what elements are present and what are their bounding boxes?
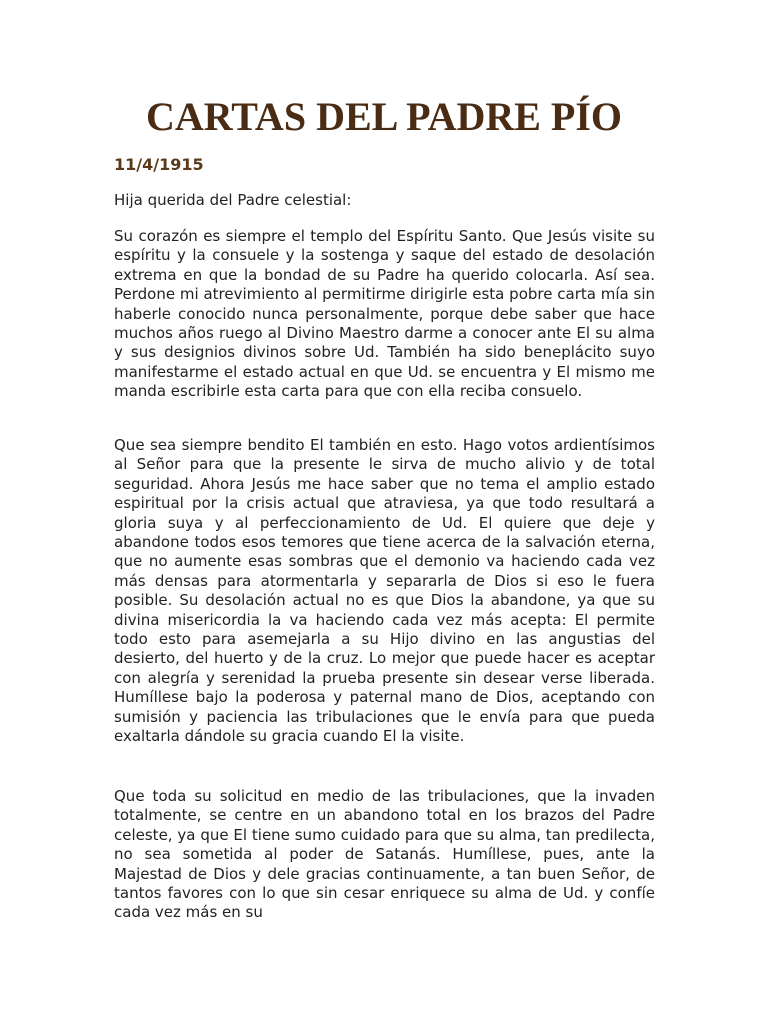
letter-date: 11/4/1915 bbox=[114, 155, 204, 174]
page-title: CARTAS DEL PADRE PÍO bbox=[145, 94, 623, 139]
letter-paragraph: Que sea siempre bendito El también en esto. Hago votos ardientísimos al Señor para que la presente le sirva de mucho alivio y de total seguridad. Ahora Jesús me hace saber que no tema el amplio estado espiritual por la crisis actual que atraviesa, ya que todo resultará a gloria suya y al perfeccionamiento de Ud. El quiere que deje y abandone todos esos temores que tiene acerca de la salvación eterna, que no aumente esas sombras que el demonio va haciendo cada vez más densas para atormentarla y separarla de Dios si eso le fuera posible. Su desolación actual no es que Dios la abandone, ya que su divina misericordia la va haciendo cada vez más acepta: El permite todo esto para asemejarla a su Hijo divino en las angustias del desierto, del huerto y de la cruz. Lo mejor que puede hacer es aceptar con alegría y serenidad la prueba presente sin desear verse liberada. Humíllese bajo la poderosa y paternal mano de Dios, aceptando con sumisión y paciencia las tribulaciones que le envía para que pueda exaltarla dándole su gracia cuando El la visite. bbox=[114, 436, 655, 746]
letter-paragraph: Su corazón es siempre el templo del Espíritu Santo. Que Jesús visite su espíritu y la consuele y la sostenga y saque del estado de desolación extrema en que la bondad de su Padre ha querido colocarla. Así sea. Perdone mi atrevimiento al permitirme dirigirle esta pobre carta mía sin haberle conocido nunca personalmente, porque debe saber que hace muchos años ruego al Divino Maestro darme a conocer ante El su alma y sus designios divinos sobre Ud. También ha sido beneplácito suyo manifestarme el estado actual en que Ud. se encuentra y El mismo me manda escribirle esta carta para que con ella reciba consuelo. bbox=[114, 227, 655, 401]
letter-paragraph: Que toda su solicitud en medio de las tribulaciones, que la invaden totalmente, se centre en un abandono total en los brazos del Padre celeste, ya que El tiene sumo cuidado para que su alma, tan predilecta, no sea sometida al poder de Satanás. Humíllese, pues, ante la Majestad de Dios y dele gracias continuamente, a tan buen Señor, de tantos favores con lo que sin cesar enriquece su alma de Ud. y confíe cada vez más en su bbox=[114, 787, 655, 922]
letter-salutation: Hija querida del Padre celestial: bbox=[114, 191, 352, 209]
